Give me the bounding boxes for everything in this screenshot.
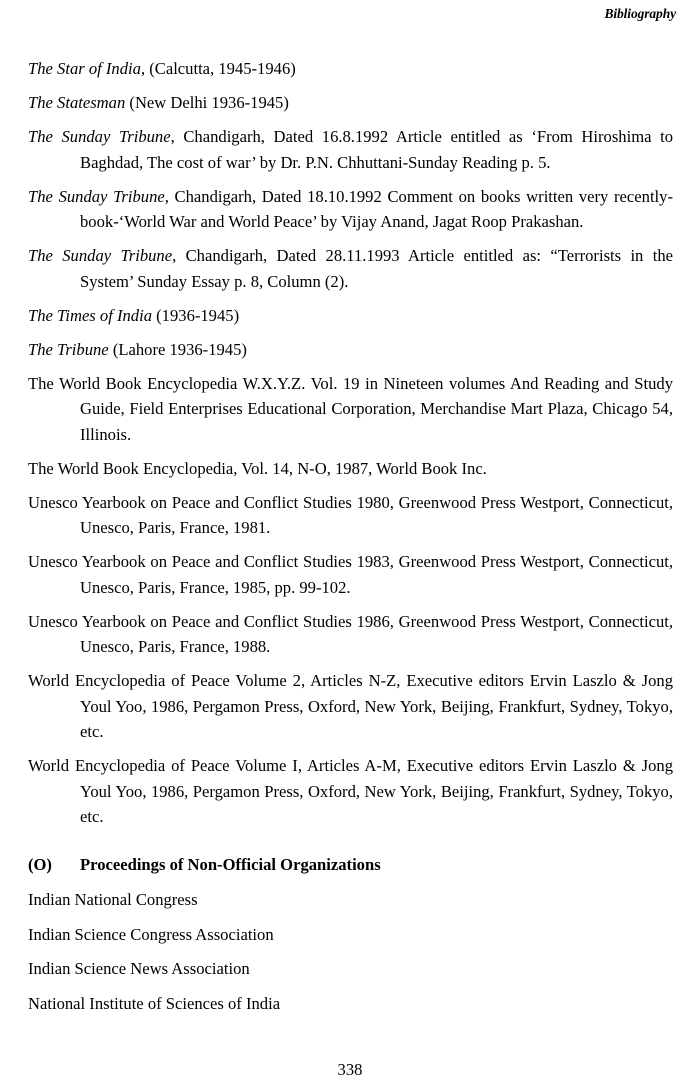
bibliography-entry-list [28, 56, 673, 830]
entry-details: Unesco Yearbook on Peace and Conflict Studies 1980, Greenwood Press Westport, Connecticut, Unesco, Paris, France, 1981. [28, 492, 673, 537]
bibliography-entry [28, 668, 673, 745]
bibliography-entry [28, 124, 673, 175]
organization-item: Indian Science News Association [28, 959, 250, 978]
entry-title: The Sunday Tribune [28, 246, 173, 265]
section-heading [28, 852, 673, 878]
section-heading-label: (O) [28, 854, 52, 874]
bibliography-entry [28, 90, 673, 116]
entry-details: , (Calcutta, 1945-1946) [140, 59, 296, 78]
bibliography-content [28, 56, 673, 1025]
entry-details: , Chandigarh, Dated 18.10.1992 Comment on books written very recently-book-‘World War and World Peace’ by Vijay Anand, Jagat Roop Prakashan. [80, 186, 673, 231]
organization-item: National Institute of Sciences of India [28, 993, 281, 1013]
running-header: Bibliography [604, 6, 676, 21]
bibliography-entry [28, 456, 673, 482]
entry-details: Unesco Yearbook on Peace and Conflict Studies 1983, Greenwood Press Westport, Connecticut, Unesco, Paris, France, 1985, pp. 99-102. [28, 552, 673, 597]
entry-details: World Encyclopedia of Peace Volume I, Articles A-M, Executive editors Ervin Laszlo & Jong Youl Yoo, 1986, Pergamon Press, Oxford, New York, Beijing, Frankfurt, Sydney, Tokyo, etc. [28, 756, 673, 826]
entry-details: Unesco Yearbook on Peace and Conflict Studies 1986, Greenwood Press Westport, Connecticut, Unesco, Paris, France, 1988. [28, 611, 673, 656]
entry-details: , Chandigarh, Dated 28.11.1993 Article entitled as: “Terrorists in the System’ Sunday Essay p. 8, Column (2). [80, 246, 673, 291]
bibliography-entry [28, 549, 673, 600]
bibliography-entry [28, 490, 673, 541]
entry-details: (Lahore 1936-1945) [108, 339, 247, 359]
entry-title: The Times of India [28, 305, 152, 325]
page-number: 338 [337, 1060, 363, 1079]
entry-details: (1936-1945) [152, 305, 240, 325]
bibliography-entry [28, 609, 673, 660]
bibliography-entry [28, 184, 673, 235]
bibliography-entry [28, 56, 673, 82]
entry-details: The World Book Encyclopedia W.X.Y.Z. Vol. 19 in Nineteen volumes And Reading and Study Guide, Field Enterprises Educational Corporation, Merchandise Mart Plaza, Chicago 54, Illinois. [28, 373, 673, 444]
entry-title: The Sunday Tribune [28, 127, 171, 146]
entry-details: , Chandigarh, Dated 16.8.1992 Article entitled as ‘From Hiroshima to Baghdad, The cost of war’ by Dr. P.N. Chhuttani-Sunday Reading p. 5. [80, 127, 673, 172]
organization-item: Indian Science Congress Association [28, 924, 274, 944]
organization-item: Indian National Congress [28, 890, 198, 909]
entry-title: The Sunday Tribune [28, 186, 165, 206]
organization-list [28, 887, 673, 1016]
section-heading-title: Proceedings of Non-Official Organizations [80, 854, 381, 874]
bibliography-entry [28, 371, 673, 448]
entry-details: The World Book Encyclopedia, Vol. 14, N-O, 1987, World Book Inc. [28, 458, 487, 478]
bibliography-entry [28, 303, 673, 329]
entry-title: The Star of India [28, 59, 141, 78]
entry-title: The Statesman [28, 93, 126, 112]
bibliography-entry [28, 337, 673, 363]
entry-title: The Tribune [28, 339, 109, 359]
entry-details: World Encyclopedia of Peace Volume 2, Articles N-Z, Executive editors Ervin Laszlo & Jong Youl Yoo, 1986, Pergamon Press, Oxford, New York, Beijing, Frankfurt, Sydney, Tokyo, etc. [28, 671, 673, 741]
bibliography-entry [28, 243, 673, 294]
bibliography-entry [28, 753, 673, 830]
entry-details: (New Delhi 1936-1945) [125, 93, 289, 112]
